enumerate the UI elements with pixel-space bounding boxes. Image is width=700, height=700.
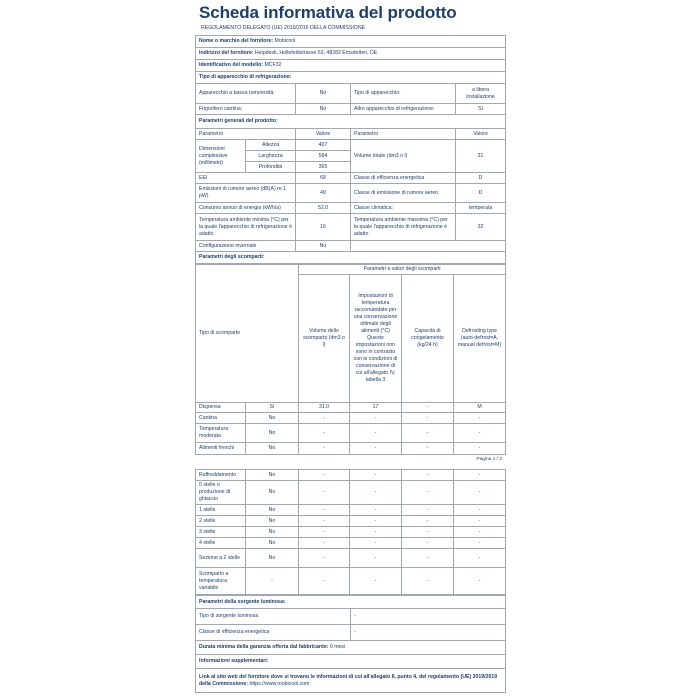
table-row <box>196 549 506 568</box>
climate-class-label: Classe climatica: <box>351 203 456 214</box>
compartment-defrost: - <box>454 413 506 424</box>
width-value: 584 <box>296 151 351 162</box>
compartment-defrost: - <box>454 470 506 481</box>
width-label: Larghezza <box>246 151 296 162</box>
noise-class-value: D <box>456 184 506 203</box>
noise-class-label: Classe di emissione di rumore aereo <box>351 184 456 203</box>
compartment-temp: - <box>350 413 402 424</box>
compartment-name: Scomparto a temperatura variabile <box>196 568 246 595</box>
info-table-page-2 <box>195 595 506 693</box>
col-defrost-header: Defrosting type (auto-defrost=A, manual defrost=M) <box>454 275 506 403</box>
compartment-freeze: - <box>402 481 454 505</box>
energy-class-value: D <box>456 173 506 184</box>
compartments-table-page-1 <box>195 264 506 455</box>
supplier-brand-label: Nome o marchio del fornitore: <box>199 38 274 44</box>
compartment-defrost: - <box>454 443 506 455</box>
table-row <box>196 505 506 516</box>
winter-config-label: Configurazione invernale <box>196 241 296 252</box>
compartment-present: No <box>246 527 299 538</box>
compartment-present: No <box>246 443 299 455</box>
supplier-address-label: Indirizzo del fornitore: <box>199 50 254 56</box>
compartment-volume: - <box>299 527 350 538</box>
compartment-freeze: - <box>402 549 454 568</box>
compartment-name: Alimenti freschi <box>196 443 246 455</box>
min-temp-value: 16 <box>296 214 351 241</box>
table-row <box>196 424 506 443</box>
model-id-value: MCF32 <box>264 62 282 68</box>
compartment-defrost: - <box>454 505 506 516</box>
dimensions-label: Dimensioni complessive (millimetri) <box>196 140 246 173</box>
height-value: 407 <box>296 140 351 151</box>
compartment-freeze: - <box>402 413 454 424</box>
model-id-label: Identificativo del modello: <box>199 62 263 68</box>
compartment-temp: - <box>350 549 402 568</box>
compartment-freeze: - <box>402 470 454 481</box>
compartment-volume: - <box>299 481 350 505</box>
wine-cooler-label: Frigorifero cantina: <box>196 104 296 115</box>
compartment-temp: - <box>350 538 402 549</box>
compartment-present: No <box>246 516 299 527</box>
compartment-name: 2 stelle <box>196 516 246 527</box>
table-row <box>196 481 506 505</box>
compartment-defrost: - <box>454 527 506 538</box>
compartment-volume: - <box>299 413 350 424</box>
compartment-defrost: - <box>454 538 506 549</box>
compartment-temp: - <box>350 470 402 481</box>
warranty-label: Durata minima della garanzia offerta dal fabbricante: <box>199 644 329 650</box>
annual-consumption-value: 52,0 <box>296 203 351 214</box>
eei-label: EEI <box>196 173 296 184</box>
col-volume-header: Volume dello scomparto (dm3 o l) <box>299 275 350 403</box>
compartment-present: - <box>246 568 299 595</box>
compartments-table-page-2 <box>195 469 506 595</box>
compartment-freeze: - <box>402 516 454 527</box>
compartment-volume: 31,0 <box>299 403 350 413</box>
compartment-freeze: - <box>402 527 454 538</box>
compartment-name: 3 stelle <box>196 527 246 538</box>
table-row <box>196 516 506 527</box>
table-row <box>196 443 506 455</box>
col-param-header-right: Parametro <box>351 129 456 140</box>
type-section-heading: Tipo di apparecchio di refrigerazione: <box>196 72 506 84</box>
compartment-volume: - <box>299 516 350 527</box>
compartment-volume: - <box>299 470 350 481</box>
info-table-page-1 <box>195 35 506 264</box>
compartment-name: 0 stelle o produzione di ghiaccio <box>196 481 246 505</box>
compartment-volume: - <box>299 568 350 595</box>
compartment-present: No <box>246 538 299 549</box>
device-type-value: a libera installazione <box>456 84 506 104</box>
compartment-name: Sezione a 2 stelle <box>196 549 246 568</box>
compartment-name: Dispensa <box>196 403 246 413</box>
total-volume-value: 31 <box>456 140 506 173</box>
supplier-brand-value: Mobicool <box>274 38 296 44</box>
compartment-freeze: - <box>402 538 454 549</box>
light-type-label: Tipo di sorgente luminosa <box>196 609 351 625</box>
compartment-temp: - <box>350 443 402 455</box>
compartment-defrost: - <box>454 568 506 595</box>
compartment-temp: - <box>350 568 402 595</box>
table-row <box>196 413 506 424</box>
light-type-value: - <box>351 609 506 625</box>
table-row <box>196 568 506 595</box>
noise-label: Emissioni di rumore aereo (dB(A) re 1 pW) <box>196 184 296 203</box>
website-link[interactable]: https://www.mobicool.com <box>249 680 310 687</box>
total-volume-label: Volume totale (dm3 o l) <box>351 140 456 173</box>
compartment-volume: - <box>299 538 350 549</box>
compartment-temp: - <box>350 505 402 516</box>
compartment-name: 1 stella <box>196 505 246 516</box>
compartment-present: No <box>246 413 299 424</box>
product-information-sheet <box>195 0 505 693</box>
light-class-value: - <box>351 625 506 641</box>
page-title: Scheda informativa del prodotto <box>199 3 457 22</box>
light-class-label: Classe di efficienza energetica <box>196 625 351 641</box>
eei-value: 68 <box>296 173 351 184</box>
compartment-defrost: - <box>454 516 506 527</box>
compartment-freeze: - <box>402 424 454 443</box>
col-temp-header: Impostazioni di temperatura raccomandate per una conservazione ottimale degli alimenti (°C) Queste impostazioni non sono in contrasto con le condizioni di conservazione di cui all'allegato IV, tabella 3 <box>350 275 402 403</box>
compartment-freeze: - <box>402 568 454 595</box>
compartment-name: 4 stelle <box>196 538 246 549</box>
depth-value: 365 <box>296 162 351 173</box>
low-noise-label: Apparecchio a bassa rumorosità: <box>196 84 296 104</box>
energy-class-label: Classe di efficienza energetica <box>351 173 456 184</box>
col-param-header: Parametro <box>196 129 296 140</box>
compartments-section-heading: Parametri degli scomparti: <box>196 252 506 264</box>
compartment-params-header: Parametri e valori degli scomparti <box>299 265 506 275</box>
other-appliance-value: Sì <box>456 104 506 115</box>
min-temp-label: Temperatura ambiente minima (°C) per la quale l'apparecchio di refrigerazione è adatto <box>196 214 296 241</box>
compartment-temp: - <box>350 516 402 527</box>
compartment-defrost: - <box>454 424 506 443</box>
compartment-present: No <box>246 505 299 516</box>
compartment-present: No <box>246 470 299 481</box>
compartment-type-header: Tipo di scomparto <box>196 265 299 403</box>
compartment-name: Cantina <box>196 413 246 424</box>
compartment-present: No <box>246 549 299 568</box>
compartment-freeze: - <box>402 403 454 413</box>
compartment-present: No <box>246 481 299 505</box>
noise-value: 49 <box>296 184 351 203</box>
compartment-name: Temperatura moderata <box>196 424 246 443</box>
low-noise-value: No <box>296 84 351 104</box>
other-appliance-label: Altro apparecchio di refrigerazione: <box>351 104 456 115</box>
light-section-heading: Parametri della sorgente luminosa: <box>196 596 506 609</box>
supplier-address-value: Helpdesk, Hollefeldstrasse 63, 48282 Emsdetten, DE <box>254 50 378 56</box>
device-type-label: Tipo di apparecchio: <box>351 84 456 104</box>
col-freeze-header: Capacità di congelamento (kg/24 h) <box>402 275 454 403</box>
depth-label: Profondità <box>246 162 296 173</box>
compartment-present: No <box>246 424 299 443</box>
height-label: Altezza <box>246 140 296 151</box>
col-value-header-right: Valore <box>456 129 506 140</box>
website-link-label: Link al sito web del fornitore dove si trovano le informazioni di cui all'allegato II, punto 4, del regolamento (UE) 2019/2019 della Commissione: <box>199 673 498 687</box>
col-value-header: Valore <box>296 129 351 140</box>
climate-class-value: temperata <box>456 203 506 214</box>
compartment-name: Raffreddamento <box>196 470 246 481</box>
winter-config-value: No <box>296 241 351 252</box>
table-row <box>196 538 506 549</box>
compartment-freeze: - <box>402 505 454 516</box>
compartment-present: Sì <box>246 403 299 413</box>
wine-cooler-value: No <box>296 104 351 115</box>
page-number: Pagina 1 / 2 <box>476 457 502 462</box>
max-temp-value: 32 <box>456 214 506 241</box>
compartment-volume: - <box>299 424 350 443</box>
general-section-heading: Parametri generali del prodotto: <box>196 115 506 129</box>
compartment-defrost: - <box>454 481 506 505</box>
annual-consumption-label: Consumo annuo di energia (kWh/a) <box>196 203 296 214</box>
compartment-volume: - <box>299 505 350 516</box>
table-row <box>196 527 506 538</box>
warranty-value: 0 mesi <box>329 644 346 650</box>
compartment-volume: - <box>299 549 350 568</box>
compartment-defrost: M <box>454 403 506 413</box>
compartment-defrost: - <box>454 549 506 568</box>
max-temp-label: Temperatura ambiente massima (°C) per la quale l'apparecchio di refrigerazione è adatto <box>351 214 456 241</box>
compartment-freeze: - <box>402 443 454 455</box>
compartment-temp: - <box>350 481 402 505</box>
regulation-subtitle: REGOLAMENTO DELEGATO (UE) 2019/2016 DELLA COMMISSIONE <box>201 25 366 31</box>
compartment-temp: - <box>350 527 402 538</box>
table-row <box>196 403 506 413</box>
compartment-volume: - <box>299 443 350 455</box>
extra-info-label: Informazioni supplementari: <box>196 655 506 669</box>
compartment-temp: 17 <box>350 403 402 413</box>
table-row <box>196 470 506 481</box>
compartment-temp: - <box>350 424 402 443</box>
